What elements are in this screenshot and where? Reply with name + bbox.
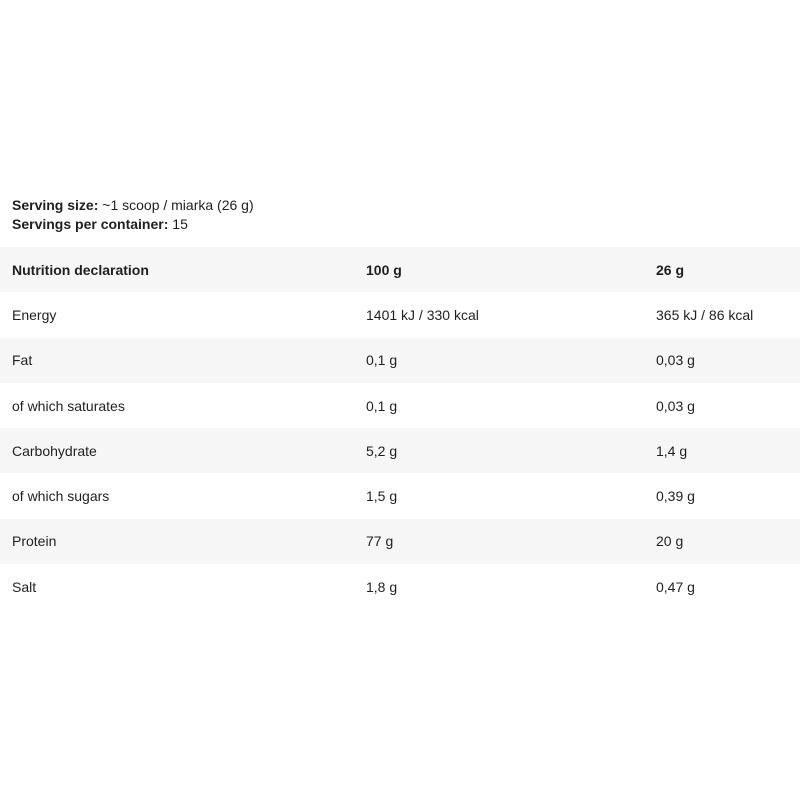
value-per-100g: 0,1 g (366, 352, 398, 369)
header-nutrition-declaration: Nutrition declaration (12, 261, 149, 278)
value-per-100g: 77 g (366, 533, 394, 550)
value-per-serving: 0,03 g (656, 397, 695, 414)
value-per-100g: 0,1 g (366, 397, 398, 414)
value-per-serving: 0,39 g (656, 488, 695, 505)
value-per-serving: 0,47 g (656, 578, 695, 595)
value-per-serving: 0,03 g (656, 352, 695, 369)
value-per-serving: 1,4 g (656, 442, 688, 459)
value-per-100g: 1401 kJ / 330 kcal (366, 306, 479, 323)
value-per-100g: 1,8 g (366, 578, 398, 595)
servings-per-container-line (12, 215, 254, 234)
servings-per-container-value: 15 (172, 216, 188, 232)
nutrient-name: Protein (12, 533, 57, 550)
table-row (0, 564, 800, 609)
table-header-row (0, 247, 800, 292)
serving-info (12, 196, 254, 234)
table-row (0, 383, 800, 428)
header-per-100g: 100 g (366, 261, 402, 278)
nutrient-name: of which sugars (12, 488, 110, 505)
table-row (0, 519, 800, 564)
nutrition-table (0, 247, 800, 609)
nutrient-name: Salt (12, 578, 37, 595)
serving-size-value: ~1 scoop / miarka (26 g) (102, 197, 254, 213)
table-row (0, 428, 800, 473)
value-per-100g: 1,5 g (366, 488, 398, 505)
header-per-serving: 26 g (656, 261, 685, 278)
value-per-serving: 365 kJ / 86 kcal (656, 306, 754, 323)
value-per-serving: 20 g (656, 533, 684, 550)
table-row (0, 292, 800, 337)
value-per-100g: 5,2 g (366, 442, 398, 459)
nutrient-name: Energy (12, 306, 57, 323)
table-row (0, 338, 800, 383)
nutrient-name: Fat (12, 352, 33, 369)
nutrient-name: Carbohydrate (12, 442, 97, 459)
servings-per-container-label: Servings per container: (12, 216, 169, 232)
table-row (0, 473, 800, 518)
nutrient-name: of which saturates (12, 397, 125, 414)
serving-size-line (12, 196, 254, 215)
serving-size-label: Serving size: (12, 197, 99, 213)
